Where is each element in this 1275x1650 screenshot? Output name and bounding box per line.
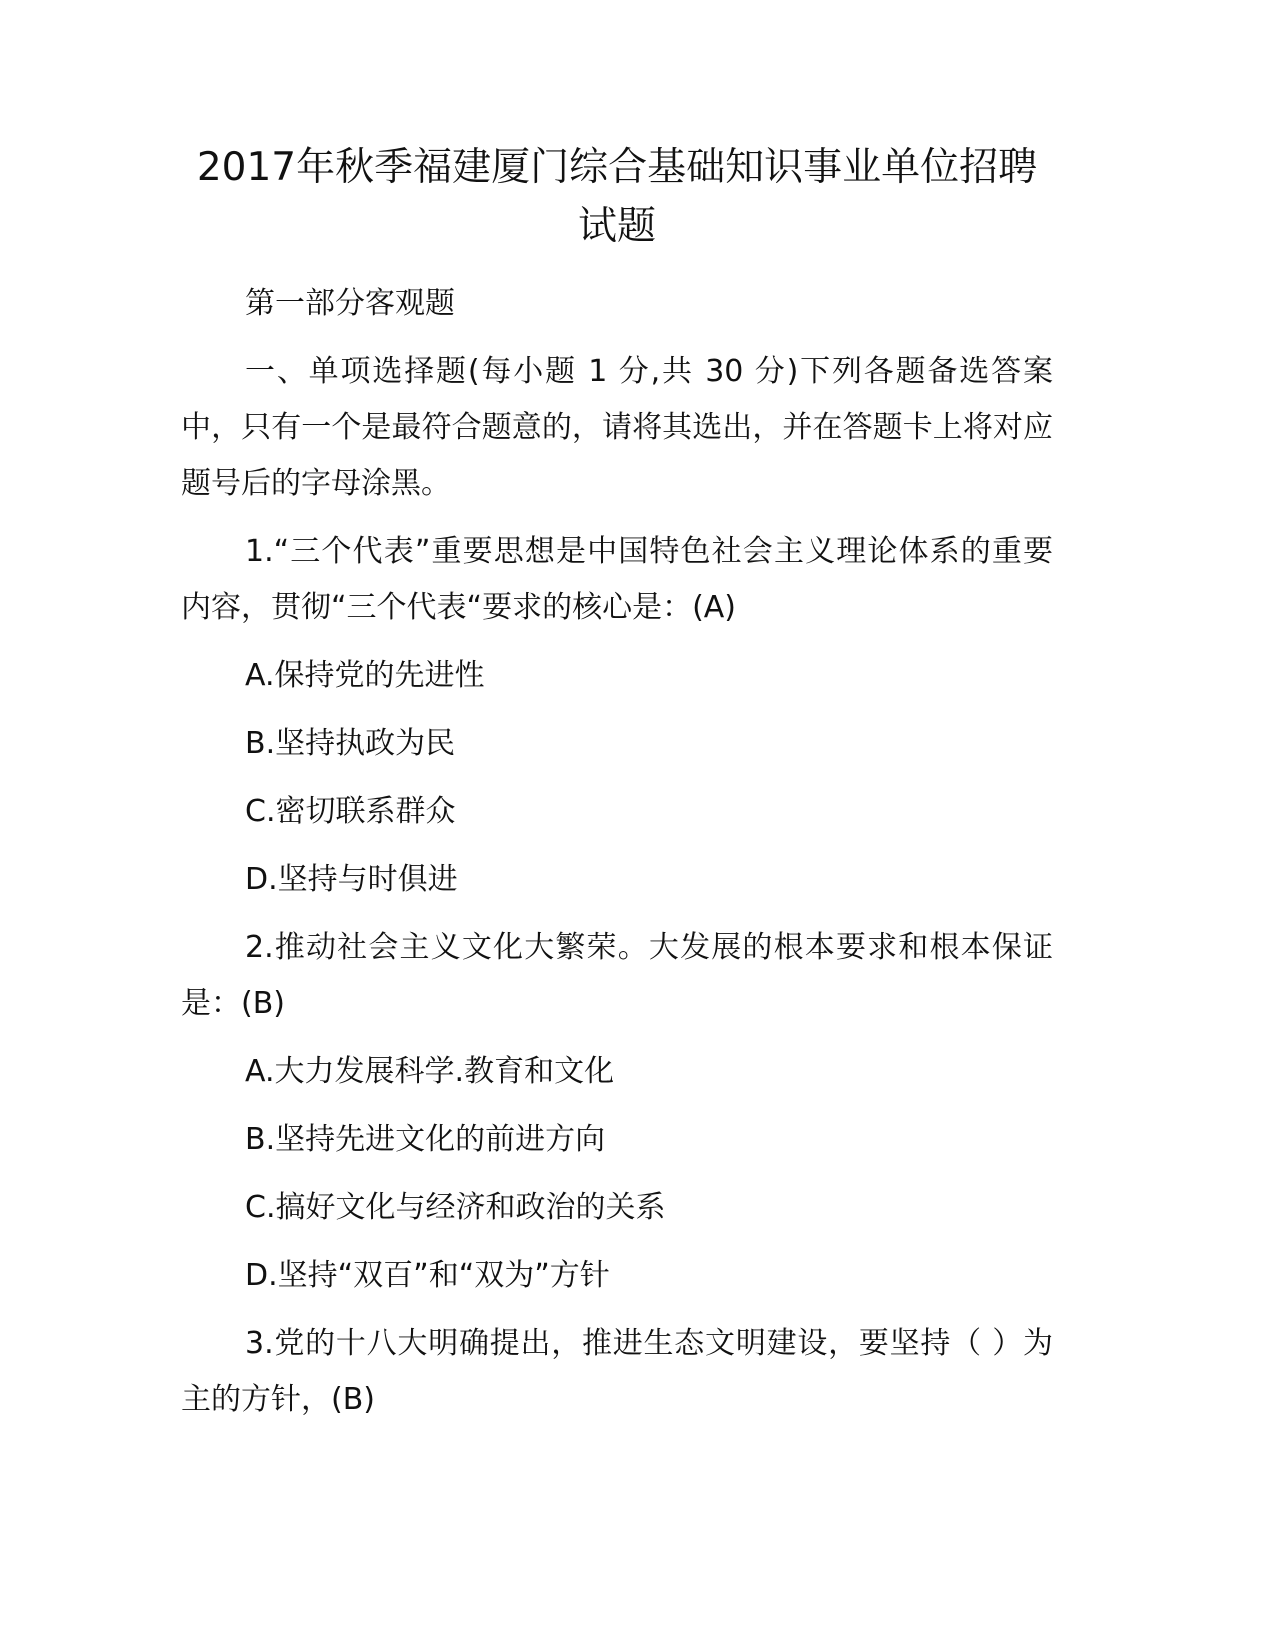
instructions-paragraph: 一、单项选择题(每小题 1 分,共 30 分)下列各题备选答案中，只有一个是最符合题意的，请将其选出，并在答题卡上将对应题号后的字母涂黑。 — [181, 354, 1053, 501]
question-1-text: 1.“三个代表”重要思想是中国特色社会主义理论体系的重要内容，贯彻“三个代表“要求的核心是：(A) — [181, 534, 1053, 625]
question-1-option-c: C.密切联系群众 — [245, 794, 456, 829]
document-title: 2017年秋季福建厦门综合基础知识事业单位招聘试题 — [196, 145, 1038, 249]
question-1-option-b: B.坚持执政为民 — [245, 726, 456, 761]
question-2-option-a: A.大力发展科学.教育和文化 — [245, 1054, 615, 1089]
question-3-text: 3.党的十八大明确提出，推进生态文明建设，要坚持（ ）为主的方针，(B) — [181, 1326, 1053, 1417]
question-2-option-d: D.坚持“双百”和“双为”方针 — [245, 1258, 610, 1293]
question-2-text: 2.推动社会主义文化大繁荣。大发展的根本要求和根本保证是：(B) — [181, 930, 1053, 1021]
question-1-option-d: D.坚持与时俱进 — [245, 862, 458, 897]
question-2-option-c: C.搞好文化与经济和政治的关系 — [245, 1190, 666, 1225]
section-heading: 第一部分客观题 — [245, 286, 455, 321]
question-2-option-b: B.坚持先进文化的前进方向 — [245, 1122, 606, 1157]
question-1-option-a: A.保持党的先进性 — [245, 658, 485, 693]
document-body — [181, 138, 1053, 1428]
